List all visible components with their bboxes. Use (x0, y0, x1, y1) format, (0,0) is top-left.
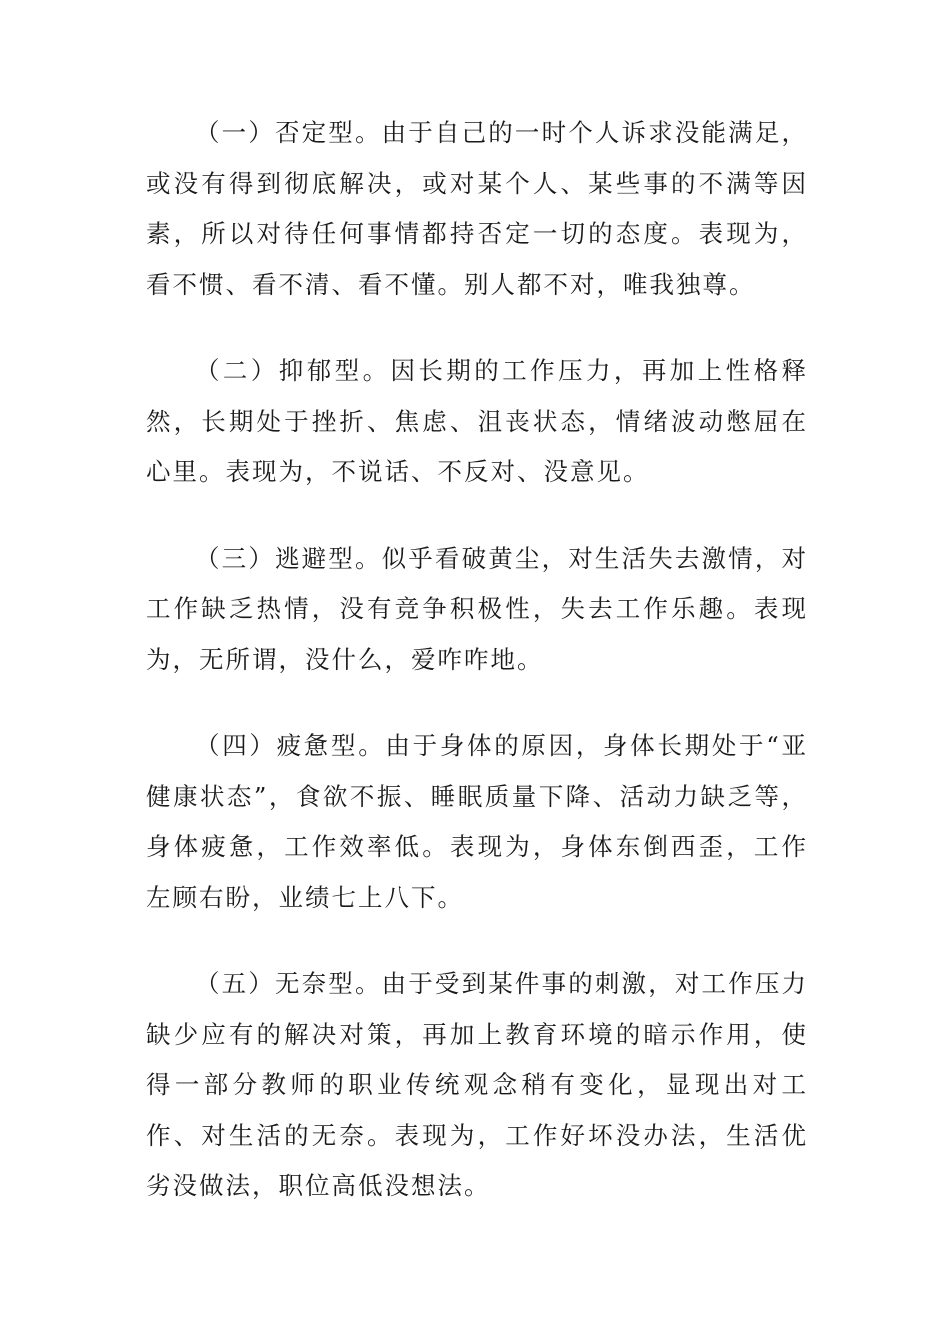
paragraph-helpless-type: （五）无奈型。由于受到某件事的刺激，对工作压力缺少应有的解决对策，再加上教育环境的暗示作用，使得一部分教师的职业传统观念稍有变化，显现出对工作、对生活的无奈。表现为，工作好坏没办法，生活优劣没做法，职位高低没想法。 (146, 969, 808, 1200)
paragraph-fatigue-type: （四）疲惫型。由于身体的原因，身体长期处于“亚健康状态”，食欲不振、睡眠质量下降、活动力缺乏等，身体疲惫，工作效率低。表现为，身体东倒西歪，工作左顾右盼，业绩七上八下。 (146, 731, 808, 912)
paragraph-avoidance-type: （三）逃避型。似乎看破黄尘，对生活失去激情，对工作缺乏热情，没有竞争积极性，失去工作乐趣。表现为，无所谓，没什么，爱咋咋地。 (146, 543, 808, 674)
paragraph-depression-type: （二）抑郁型。因长期的工作压力，再加上性格释然，长期处于挫折、焦虑、沮丧状态，情绪波动憋屈在心里。表现为，不说话、不反对、没意见。 (146, 356, 808, 486)
paragraph-denial-type: （一）否定型。由于自己的一时个人诉求没能满足，或没有得到彻底解决，或对某个人、某些事的不满等因素，所以对待任何事情都持否定一切的态度。表现为，看不惯、看不清、看不懂。别人都不对，唯我独尊。 (146, 118, 808, 299)
document-page (146, 108, 808, 1248)
